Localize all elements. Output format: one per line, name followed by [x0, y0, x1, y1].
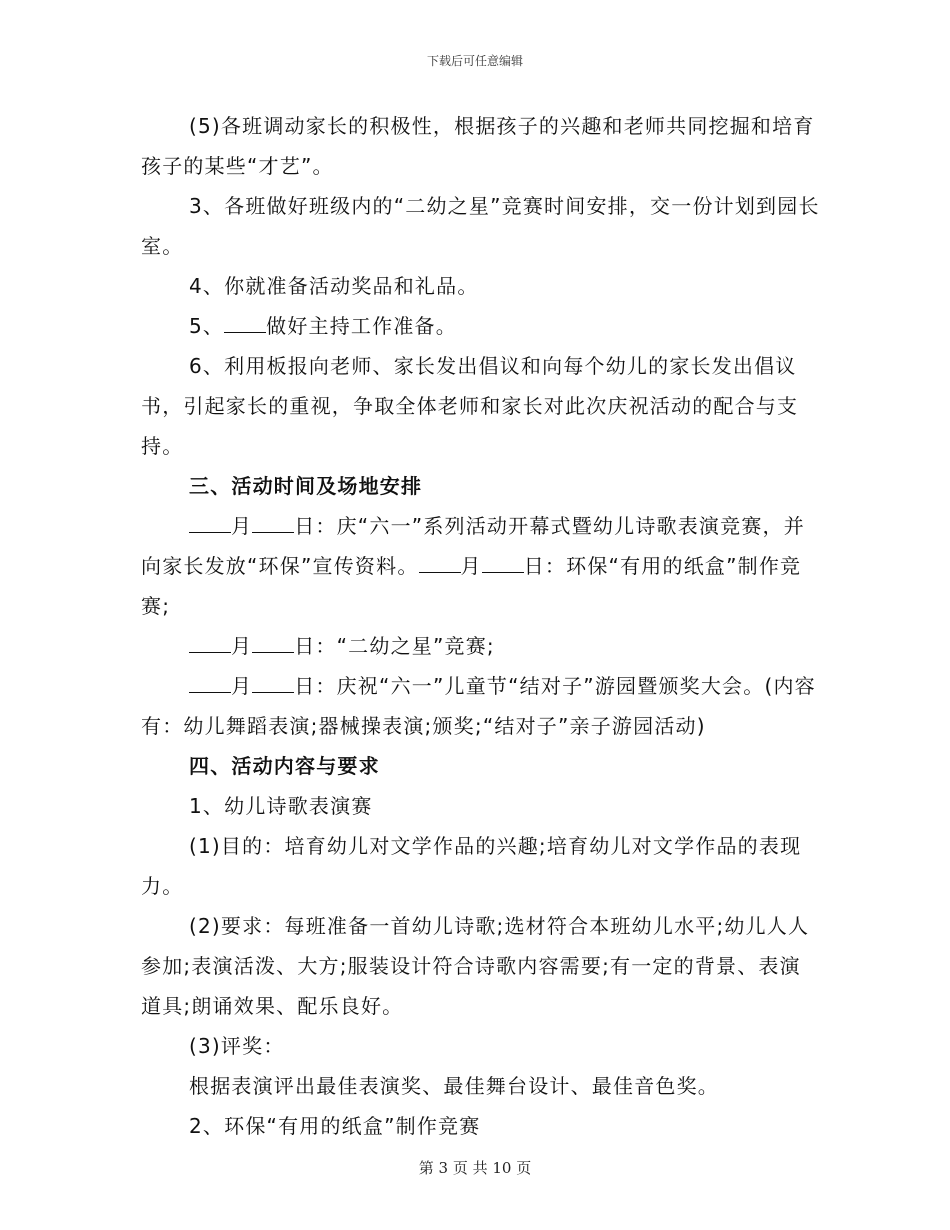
schedule-text: 日：“二幼之星”竞赛; [294, 634, 495, 658]
blank-month [189, 514, 231, 533]
schedule-line-ceremony [141, 666, 821, 746]
section-heading-content: 四、活动内容与要求 [189, 754, 380, 778]
page-header-note: 下载后可任意编辑 [426, 54, 523, 68]
blank-day [252, 634, 294, 653]
blank-day [482, 554, 524, 573]
schedule-line-star [141, 626, 821, 666]
schedule-text: 日：庆“六一”系列活动开幕式暨幼儿诗歌表演竞赛，并向家长发放“环保”宣传资料。 [141, 514, 805, 578]
blank-day [252, 674, 294, 693]
poetry-awards: (3)评奖： [189, 1034, 285, 1058]
paragraph-item-4: 4、你就准备活动奖品和礼品。 [189, 274, 479, 298]
blank-underline [224, 314, 266, 333]
subsection-carton: 2、环保“有用的纸盒”制作竞赛 [189, 1114, 481, 1138]
page-number: 第 3 页 共 10 页 [418, 1159, 532, 1177]
blank-month [189, 674, 231, 693]
paragraph-item-6: 6、利用板报向老师、家长发出倡议和向每个幼儿的家长发出倡议书，引起家长的重视，争取全体老师和家长对此次庆祝活动的配合与支持。 [141, 354, 799, 458]
schedule-text: 日：庆祝“六一”儿童节“结对子”游园暨颁奖大会。(内容有：幼儿舞蹈表演;器械操表演;颁奖;“结对子”亲子游园活动) [141, 674, 816, 738]
paragraph-item-5-host [141, 306, 821, 346]
poetry-award-details: 根据表演评出最佳表演奖、最佳舞台设计、最佳音色奖。 [189, 1074, 719, 1098]
blank-month [189, 634, 231, 653]
subsection-poetry: 1、幼儿诗歌表演赛 [189, 794, 373, 818]
paragraph-item-3: 3、各班做好班级内的“二幼之星”竞赛时间安排，交一份计划到园长室。 [141, 194, 820, 258]
month-label: 月 [231, 634, 253, 658]
item-text: 做好主持工作准备。 [266, 314, 457, 338]
poetry-requirements: (2)要求：每班准备一首幼儿诗歌;选材符合本班幼儿水平;幼儿人人参加;表演活泼、大方;服装设计符合诗歌内容需要;有一定的背景、表演道具;朗诵效果、配乐良好。 [141, 914, 810, 1018]
month-label: 月 [460, 554, 482, 578]
blank-month [419, 554, 461, 573]
month-label: 月 [231, 674, 253, 698]
schedule-line-opening [141, 506, 821, 626]
poetry-purpose: (1)目的：培育幼儿对文学作品的兴趣;培育幼儿对文学作品的表现力。 [141, 834, 802, 898]
item-number: 5、 [189, 314, 225, 338]
blank-day [252, 514, 294, 533]
section-heading-schedule: 三、活动时间及场地安排 [189, 474, 423, 498]
schedule-text: 日：环保“有用的纸盒”制作竞赛; [141, 554, 802, 618]
month-label: 月 [231, 514, 253, 538]
paragraph-item-5: (5)各班调动家长的积极性，根据孩子的兴趣和老师共同挖掘和培育孩子的某些“才艺”。 [141, 114, 815, 178]
document-body [141, 106, 821, 1146]
